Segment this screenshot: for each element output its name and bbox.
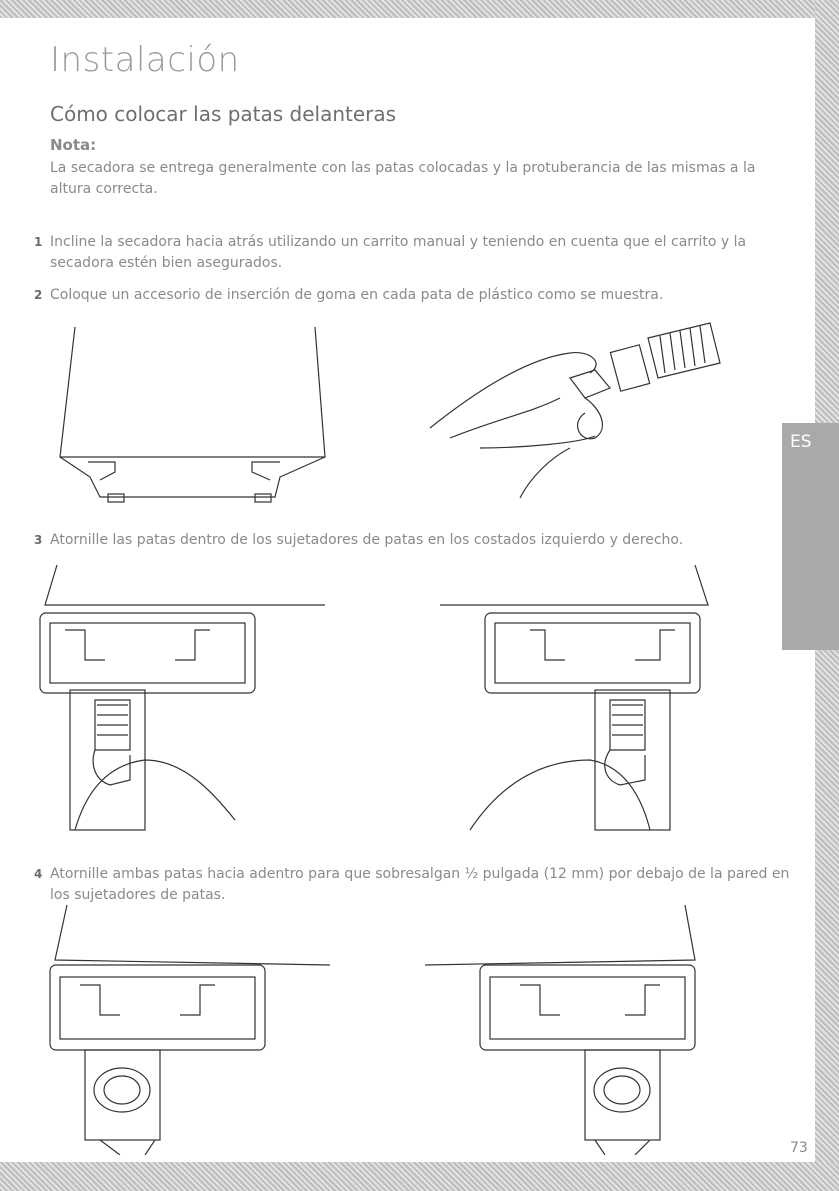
page-title: Instalación [50,40,240,80]
note-text: La secadora se entrega generalmente con las patas colocadas y la protuberancia de las mismas a la altura correcta. [50,160,756,197]
leg-screwing-right-illustration [420,565,730,835]
dryer-tilted-illustration [40,322,340,512]
note-label: Nota: [50,136,97,154]
step-2 [34,285,794,306]
section-title: Cómo colocar las patas delanteras [50,102,397,126]
page-number: 73 [790,1140,808,1156]
step-number: 2 [34,288,43,302]
leg-adjusted-left-illustration [45,905,345,1155]
step-number: 1 [34,235,43,249]
leg-adjusted-right-illustration [420,905,720,1155]
step-text: Coloque un accesorio de inserción de goma en cada pata de plástico como se muestra. [50,287,664,303]
step-text: Atornille ambas patas hacia adentro para que sobresalgan ½ pulgada (12 mm) por debajo de la pared en los sujetadores de patas. [50,866,790,903]
step-text: Incline la secadora hacia atrás utilizando un carrito manual y teniendo en cuenta que el carrito y la secadora estén bien asegurados. [50,234,747,271]
step-3 [34,530,794,551]
leg-screwing-left-illustration [35,565,345,835]
step-4 [34,864,794,906]
step-number: 3 [34,533,43,547]
language-tab-label: ES [790,432,812,452]
scan-border-bottom [0,1162,839,1191]
step-text: Atornille las patas dentro de los sujetadores de patas en los costados izquierdo y derecho. [50,532,684,548]
scan-border-top [0,0,839,18]
step-1 [34,232,794,274]
step-number: 4 [34,867,43,881]
hand-insert-illustration [420,318,740,508]
